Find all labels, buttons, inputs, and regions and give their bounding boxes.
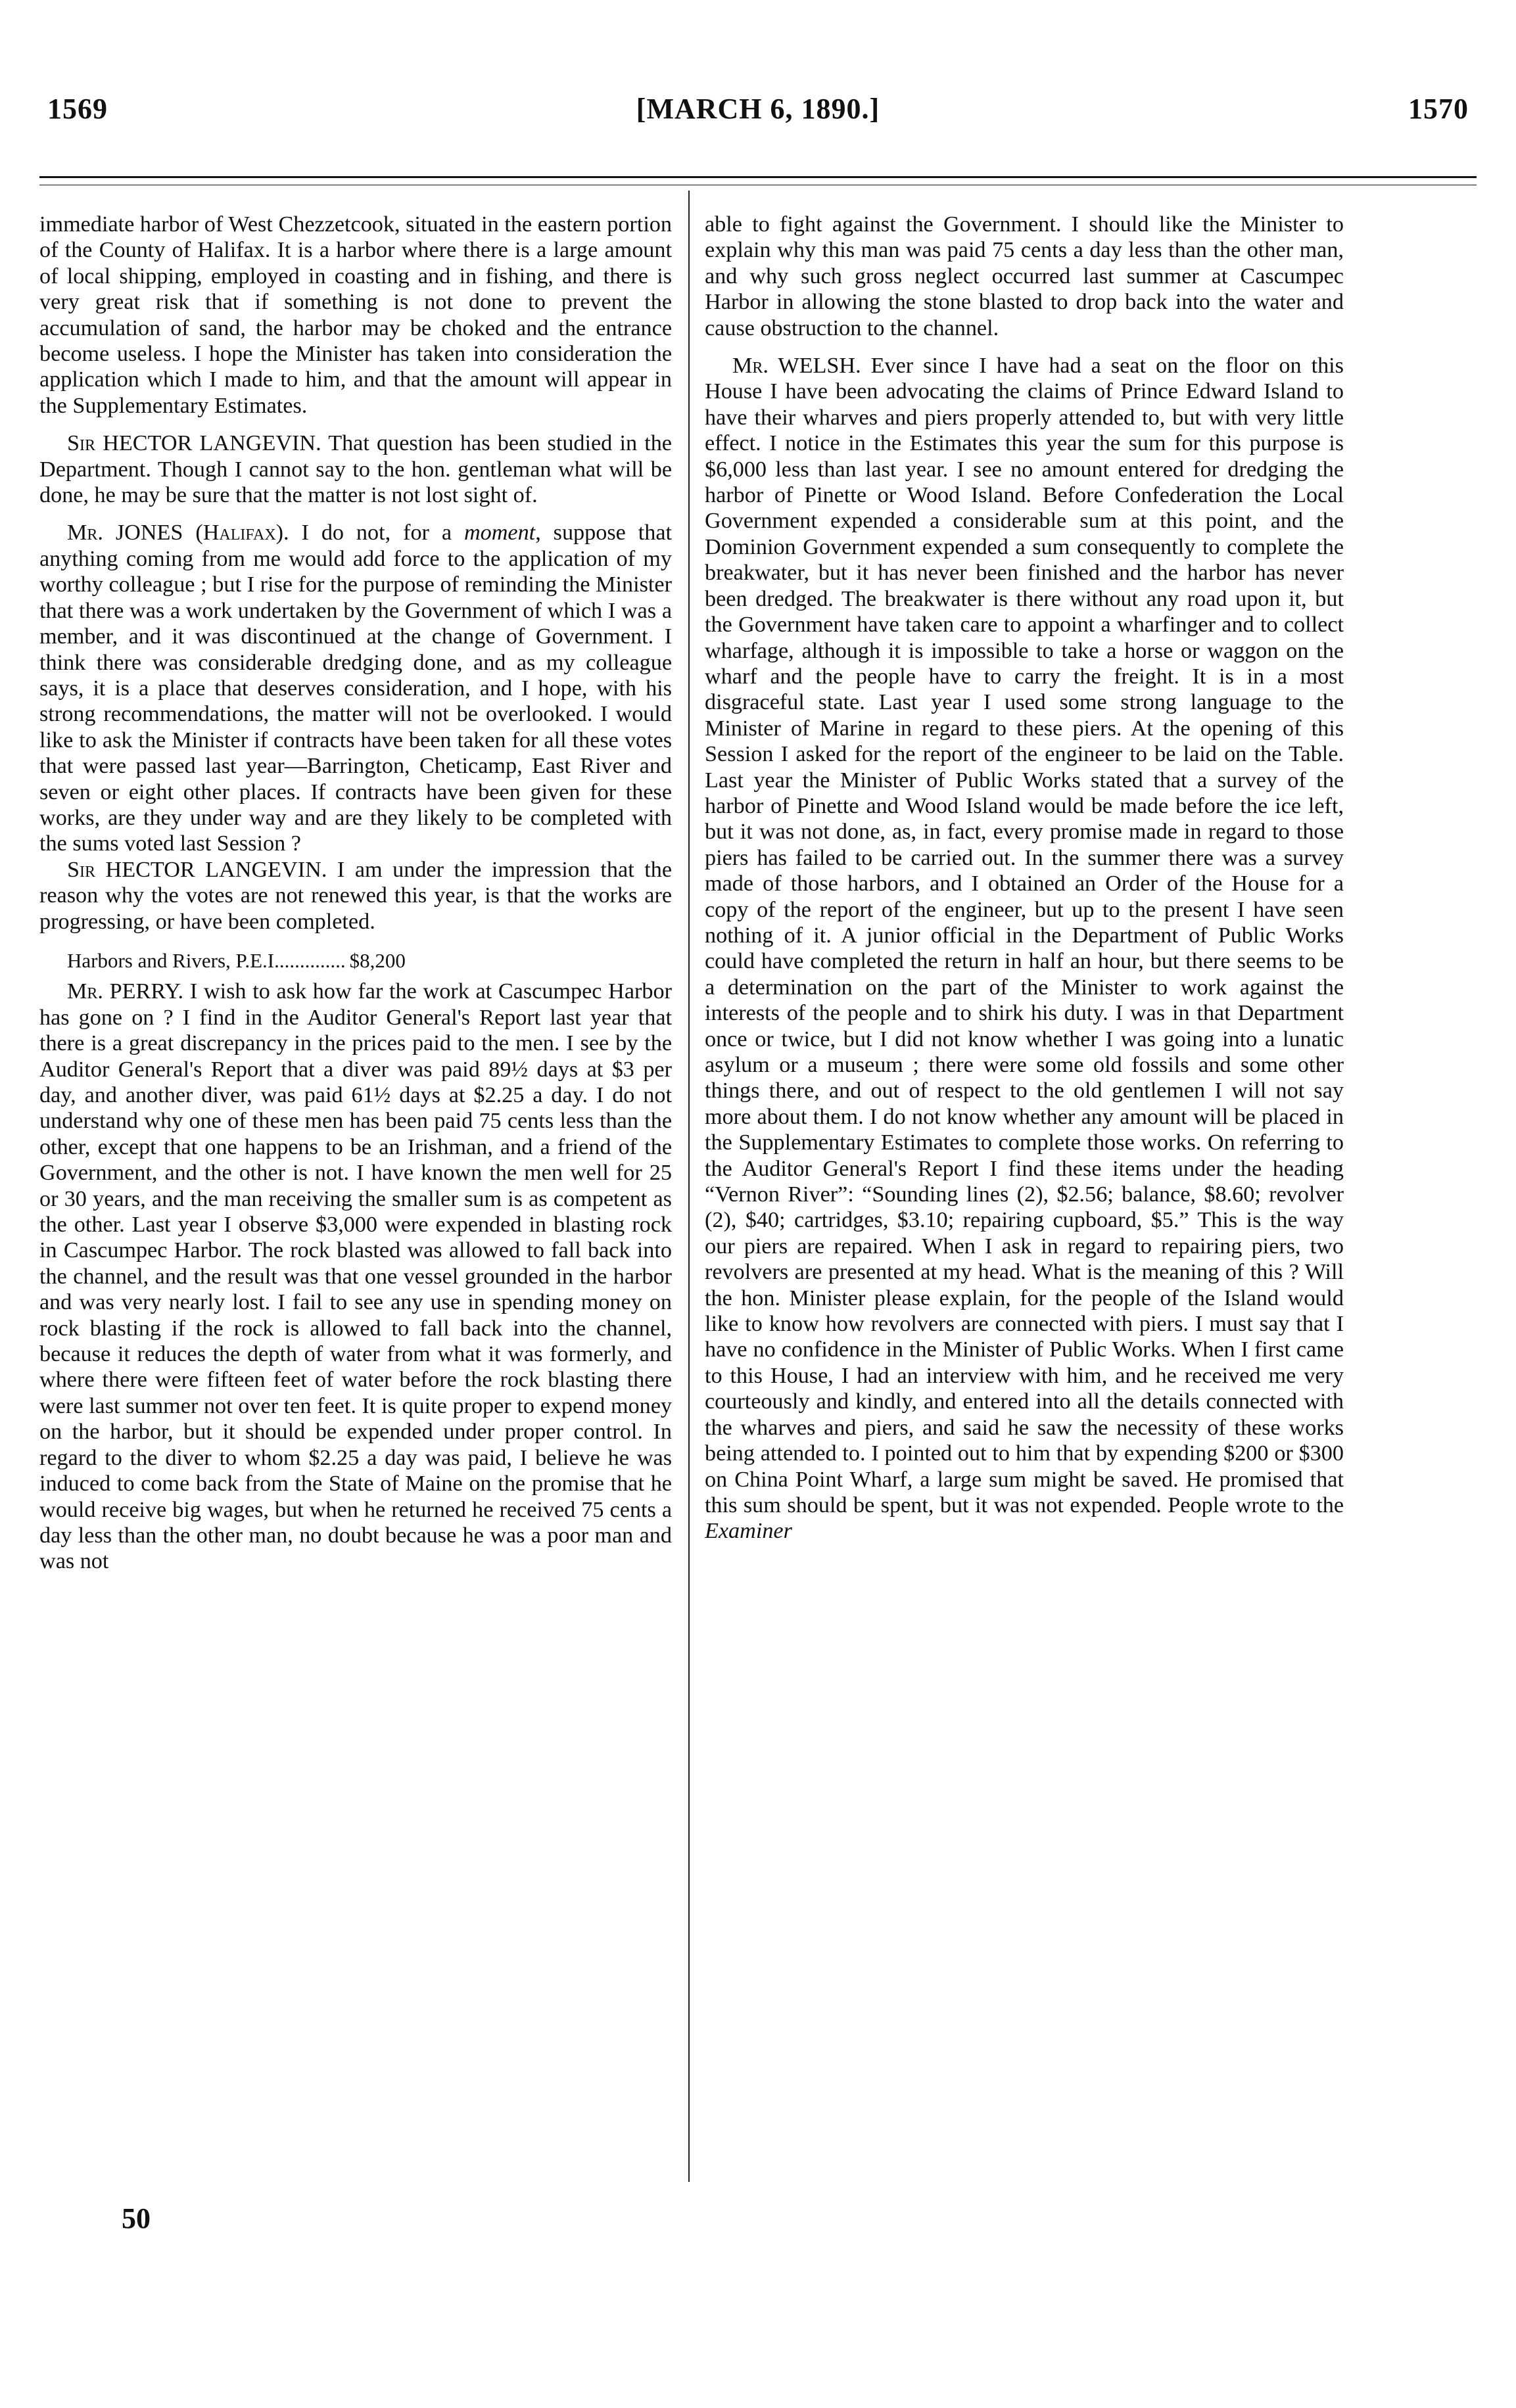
header-date: [MARCH 6, 1890.]: [636, 93, 880, 125]
speaker-name: Sir HECTOR LANGEVIN.: [67, 431, 321, 456]
estimate-amount: $8,200: [349, 948, 406, 972]
paragraph: able to fight against the Government. I should like the Minister to explain why this man was paid 75 cents a day less than the other man, and why such gross neglect occurred last summer at Cascumpec Harbor in allowing the stone blasted to drop back into the water and cause obstruction to the channel.: [705, 212, 1344, 340]
paragraph: immediate harbor of West Chezzetcook, situated in the eastern portion of the County of Halifax. It is a harbor where there is a large amount of local shipping, employed in coasting and in fishing, and there is very great risk that if something is not done to prevent the accumulation of sand, the harbor may be choked and the entrance become useless. I hope the Minister has taken into consideration the application which I made to him, and that the amount will appear in the Supplementary Estimates.: [39, 212, 672, 418]
right-page-number: 1570: [1408, 93, 1469, 125]
speaker-name: Sir HECTOR LANGEVIN.: [67, 857, 327, 882]
left-column: [39, 212, 672, 1575]
column-divider: [688, 191, 690, 2182]
paragraph: Sir HECTOR LANGEVIN. That question has been studied in the Department. Though I cannot say to the hon. gentleman what will be done, he may be sure that the matter is not lost sight of.: [39, 431, 672, 508]
header-rule: [39, 176, 1477, 185]
paragraph: Sir HECTOR LANGEVIN. I am under the impression that the reason why the votes are not renewed this year, is that the works are progressing, or have been completed.: [39, 857, 672, 934]
paragraph: Mr. JONES (Halifax). I do not, for a moment, suppose that anything coming from me would add force to the application of my worthy colleague ; but I rise for the purpose of reminding the Minister that there was a work undertaken by the Government of which I was a member, and it was discontinued at the change of Government. I think there was considerable dredging done, and as my colleague says, it is a place that deserves consideration, and I hope, with his strong recommendations, the matter will not be overlooked. I would like to ask the Minister if contracts have been taken for all these votes that were passed last year—Barrington, Cheticamp, East River and seven or eight other places. If contracts have been given for these works, are they under way and are they likely to be completed with the sums voted last Session ?: [39, 521, 672, 856]
right-column: [705, 212, 1344, 1544]
estimate-label: Harbors and Rivers, P.E.I..............: [67, 948, 346, 972]
speaker-name: Mr. JONES (Halifax).: [67, 521, 289, 545]
estimate-item: [39, 948, 672, 973]
paragraph: Mr. WELSH. Ever since I have had a seat on the floor on this House I have been advocating the claims of Prince Edward Island to have their wharves and piers properly attended to, but with very little effect. I notice in the Estimates this year the sum for this purpose is $6,000 less than last year. I see no amount entered for dredging the harbor of Pinette or Wood Island. Before Confederation the Local Government expended a considerable sum at this point, and the Dominion Government expended a sum consequently to complete the breakwater, but it has never been finished and the harbor has never been dredged. The breakwater is there without any road upon it, but the Government have taken care to appoint a wharfinger and to collect wharfage, although it is impossible to take a horse or waggon on the wharf and the people have to carry the freight. It is in a most disgraceful state. Last year I used some strong language to the Minister of Marine in regard to these piers. At the opening of this Session I asked for the report of the engineer to be laid on the Table. Last year the Minister of Public Works stated that a survey of the harbor of Pinette and Wood Island would be made before the ice left, but it was not done, as, in fact, every promise made in regard to those piers has failed to be carried out. In the summer there was a survey made of those harbors, and I obtained an Order of the House for a copy of the report of the engineer, but up to the present I have seen nothing of it. A junior official in the Department of Public Works could have completed the return in half an hour, but there seems to be a determination on the part of the Minister to work against the interests of the people and to shirk his duty. I was in that Department once or twice, but I did not know whether I was going into a lunatic asylum or a museum ; there were some old fossils and some other things there, and out of respect to the old gentlemen I will not say more about them. I do not know whether any amount will be placed in the Supplementary Estimates to complete those works. On referring to the Auditor General's Report I find these items under the heading “Vernon River”: “Sounding lines (2), $2.56; balance, $8.60; revolver (2), $40; cartridges, $3.10; repairing cupboard, $5.” This is the way our piers are repaired. When I ask in regard to repairing piers, two revolvers are presented at my head. What is the meaning of this ? Will the hon. Minister please explain, for the people of the Island would like to know how revolvers are connected with piers. I must say that I have no confidence in the Minister of Public Works. When I first came to this House, I had an interview with him, and he received me very courteously and kindly, and entered into all the details connected with the wharves and piers, and said he saw the necessity of these works being attended to. I pointed out to him that by expending $200 or $300 on China Point Wharf, a large sum might be saved. He promised that this sum should be spent, but it was not expended. People wrote to the Examiner: [705, 354, 1344, 1544]
paragraph: Mr. PERRY. I wish to ask how far the work at Cascumpec Harbor has gone on ? I find in the Auditor General's Report last year that there is a great discrepancy in the prices paid to the men. I see by the Auditor General's Report that a diver was paid 89½ days at $3 per day, and another diver, was paid 61½ days at $2.25 a day. I do not understand why one of these men has been paid 75 cents less than the other, except that one happens to be an Irishman, and a friend of the Government, and the other is not. I have known the men well for 25 or 30 years, and the man receiving the smaller sum is as competent as the other. Last year I observe $3,000 were expended in blasting rock in Cascumpec Harbor. The rock blasted was allowed to fall back into the channel, and the result was that one vessel grounded in the harbor and was very nearly lost. I fail to see any use in spending money on rock blasting if the rock is allowed to fall back into the channel, because it reduces the depth of water from what it was formerly, and where there were fifteen feet of water before the rock blasting there were last summer not over ten feet. It is quite proper to expend money on the harbor, but it should be expended under proper control. In regard to the diver to whom $2.25 a day was paid, I believe he was induced to come back from the State of Maine on the promise that he would receive big wages, but when he returned he received 75 cents a day less than the other man, no doubt because he was a poor man and was not: [39, 979, 672, 1574]
speaker-name: Mr. WELSH.: [732, 354, 861, 379]
left-page-number: 1569: [47, 93, 108, 125]
page-header: [47, 92, 1469, 145]
sheet-number: 50: [122, 2202, 151, 2234]
speaker-name: Mr. PERRY.: [67, 979, 184, 1004]
